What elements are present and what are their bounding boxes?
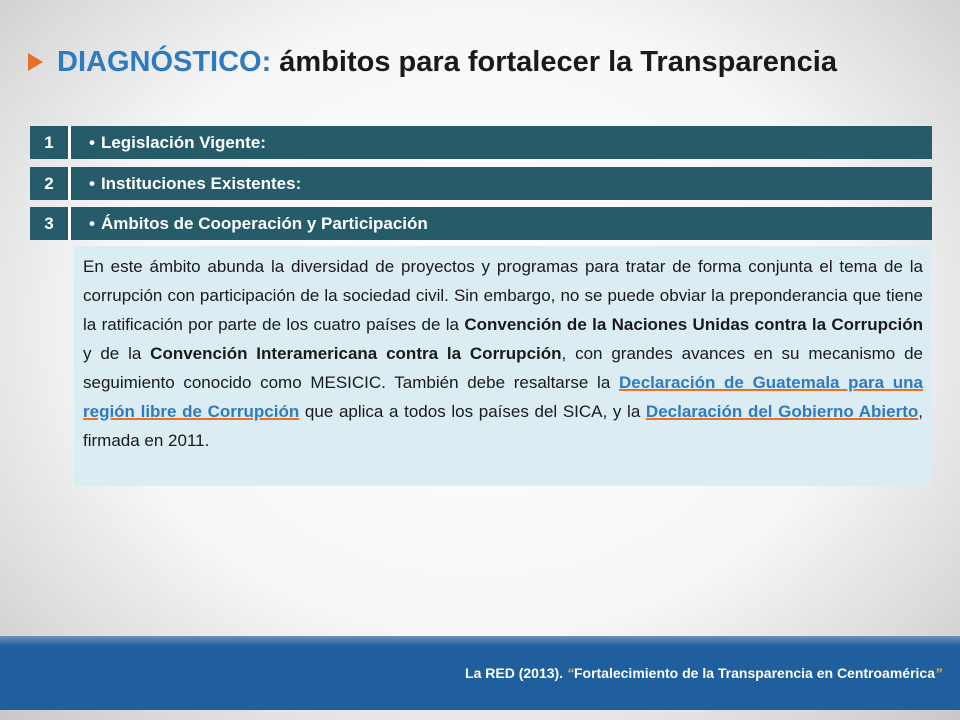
footer-band (0, 636, 960, 710)
convention-un-name: Convención de la Naciones Unidas contra la Corrupción (464, 315, 923, 334)
item-row-3 (30, 207, 932, 240)
slide-title (28, 40, 837, 84)
bullet-icon: • (89, 132, 95, 152)
footer-open-quote: “ (566, 665, 574, 681)
footer-source: La RED (2013). (465, 665, 567, 681)
item-text-3: Ámbitos de Cooperación y Participación (100, 213, 428, 233)
item-text-1: Legislación Vigente: (100, 132, 266, 152)
description-box (74, 246, 931, 486)
item-number-3: 3 (30, 207, 71, 240)
item-label-2 (71, 167, 932, 200)
description-text-3: , con grandes avances en su mecanismo de seguimiento conocido como MESICIC. También debe resaltarse la (83, 344, 924, 392)
declaration-open-government-link[interactable]: Declaración del Gobierno Abierto (645, 402, 919, 421)
item-label-3 (71, 207, 932, 240)
description-text-1: En este ámbito abunda la diversidad de proyectos y programas para tratar de forma conjunta el tema de la corrupción con participación de la sociedad civil. Sin embargo, no se puede obviar la preponderancia que tiene la ratificación por parte de los cuatro países de la (83, 257, 923, 334)
declaration-guatemala-link[interactable]: Declaración de Guatemala para una región libre de Corrupción (83, 373, 924, 421)
footer-title: Fortalecimiento de la Transparencia en Centroamérica (573, 665, 935, 681)
item-number-1: 1 (30, 126, 71, 159)
description-text-5: , firmada en 2011. (83, 402, 923, 450)
triangle-arrow-icon (28, 53, 43, 71)
footer-citation (465, 665, 942, 681)
description-text-4: que aplica a todos los países del SICA, y la (299, 402, 646, 421)
bullet-icon: • (89, 213, 95, 233)
convention-inter-american-name: Convención Interamericana contra la Corrupción (150, 344, 562, 363)
title-rest: ámbitos para fortalecer la Transparencia (279, 45, 837, 78)
item-label-1 (71, 126, 932, 159)
item-text-2: Instituciones Existentes: (100, 173, 302, 193)
item-row-2 (30, 167, 932, 200)
title-highlight: DIAGNÓSTICO: (57, 45, 272, 78)
item-number-2: 2 (30, 167, 71, 200)
item-row-1 (30, 126, 932, 159)
description-text-2: y de la (83, 344, 151, 363)
footer-close-quote: ” (935, 665, 942, 681)
bullet-icon: • (89, 173, 95, 193)
